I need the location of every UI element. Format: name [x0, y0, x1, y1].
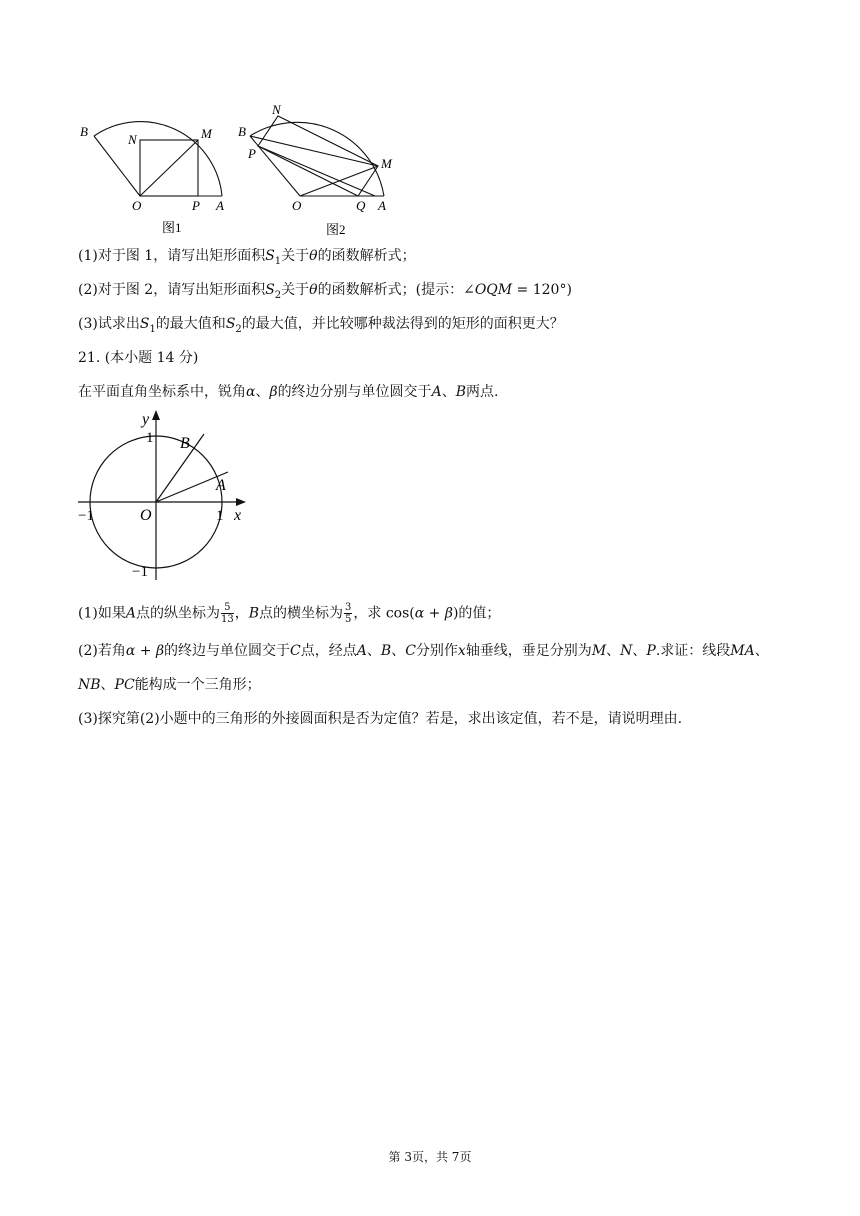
label-P: P: [192, 198, 200, 213]
q21-part3: (3)探究第(2)小题中的三角形的外接圆面积是否为定值？若是，求出该定值，若不是，请说明理由.: [78, 711, 683, 727]
label-O: O: [132, 198, 142, 213]
label-x: x: [234, 507, 242, 524]
label-O: O: [292, 198, 302, 213]
q20-part2: (2)对于图 2，请写出矩形面积$S_2$关于θ的函数解析式；(提示：∠OQM = 120°): [78, 282, 572, 301]
segment-pq2: [258, 146, 375, 196]
label-one-top: 1: [146, 430, 154, 446]
label-y: y: [142, 411, 150, 428]
q21-part2-line2: NB、PC能构成一个三角形；: [78, 677, 261, 693]
fraction-5-13: $\frac{5}{13}$: [220, 602, 234, 625]
q20-part3: (3)试求出$S_1$的最大值和$S_2$的最大值，并比较哪种裁法得到的矩形的面积更大？: [78, 316, 564, 335]
caption-fig1: 图1: [162, 220, 182, 235]
rectangle-pnmq: [258, 116, 378, 196]
label-one-right: 1: [216, 508, 224, 524]
label-A: A: [216, 477, 226, 494]
label-O: O: [140, 507, 152, 524]
label-N: N: [272, 102, 281, 117]
x-axis-arrow: [236, 498, 246, 506]
q21-part2-line1: (2)若角α + β的终边与单位圆交于C点，经点A、B、C分别作x轴垂线，垂足分别为M、N、P.求证：线段MA、: [78, 643, 769, 659]
q20-part1: (1)对于图 1，请写出矩形面积$S_1$关于θ的函数解析式；: [78, 248, 416, 267]
radius-ob: [250, 136, 300, 196]
page-footer: 第 3页，共 7页: [388, 1150, 472, 1164]
label-N: N: [128, 132, 137, 147]
fraction-3-5: $\frac{3}{5}$: [345, 602, 352, 625]
label-P: P: [248, 146, 256, 161]
diagonal-om: [140, 140, 198, 196]
label-neg-one-bottom: −1: [132, 564, 148, 580]
label-B: B: [238, 124, 246, 139]
figure-2: [238, 96, 410, 244]
label-A: A: [378, 198, 386, 213]
q21-header: 21. (本小题 14 分): [78, 350, 199, 366]
q21-intro: 在平面直角坐标系中，锐角α、β的终边分别与单位圆交于A、B两点.: [78, 384, 499, 400]
figures-row: [70, 96, 410, 244]
unit-circle-figure: [74, 408, 254, 586]
label-A: A: [216, 198, 224, 213]
y-axis-arrow: [152, 410, 160, 420]
label-B: B: [80, 124, 88, 139]
label-M: M: [381, 156, 392, 171]
q21-part1: (1)如果A点的纵坐标为 $\frac{5}{13}$ ，B点的横坐标为 $\frac{3}{5}$ ，求 cos(α + β)的值；: [78, 602, 501, 625]
label-neg-one-left: −1: [78, 508, 94, 524]
figure-1: [70, 96, 235, 244]
label-B: B: [180, 435, 190, 452]
label-Q: Q: [356, 198, 366, 213]
label-M: M: [201, 126, 212, 141]
caption-fig2: 图2: [326, 222, 346, 237]
